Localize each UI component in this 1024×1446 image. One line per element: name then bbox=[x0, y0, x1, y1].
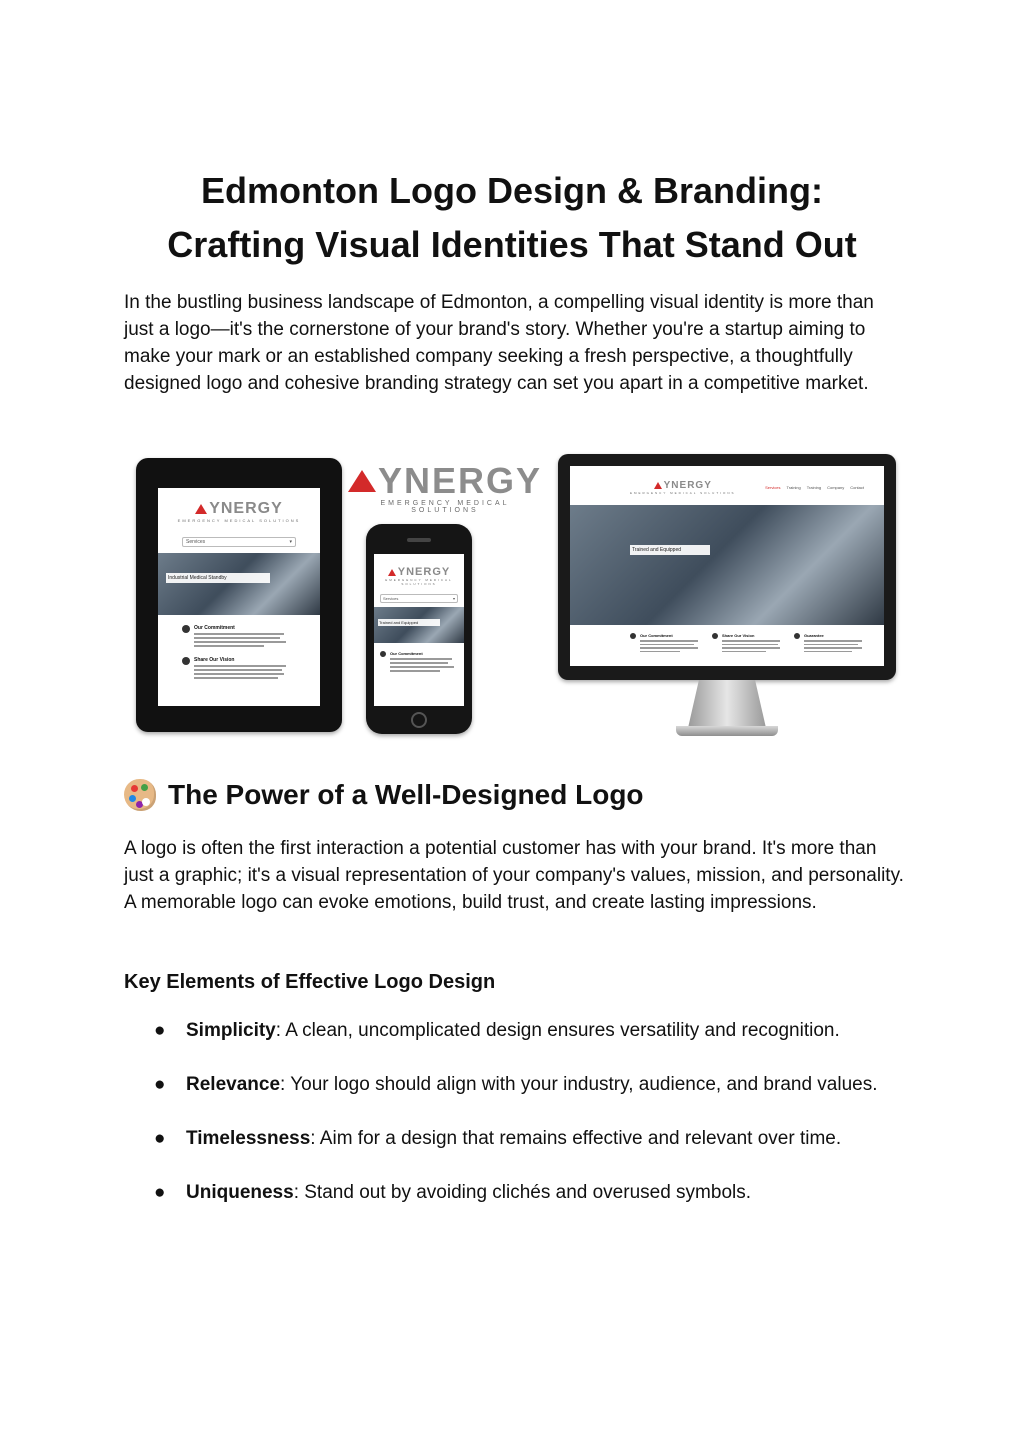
bullet-term: Uniqueness bbox=[186, 1182, 294, 1203]
brand-logo bbox=[354, 460, 543, 514]
check-icon bbox=[182, 625, 190, 633]
text-line bbox=[390, 670, 440, 672]
brand-logo-row bbox=[354, 460, 543, 502]
intro-paragraph: In the bustling business landscape of Edmonton, a compelling visual identity is more than just a logo—it's the cornerstone of your brand's story. Whether you're a startup aiming to make your mark or an established company seeking a fresh perspective, a thoughtfully designed logo and cohesive branding strategy can set you apart in a competitive market. bbox=[124, 292, 874, 394]
text-line bbox=[194, 637, 280, 639]
chevron-down-icon: ▾ bbox=[289, 539, 292, 545]
check-icon bbox=[630, 633, 636, 639]
desktop-monitor-mockup bbox=[558, 454, 896, 680]
brand-logo-tagline: EMERGENCY MEDICAL SOLUTIONS bbox=[380, 500, 510, 514]
title-line-2: Crafting Visual Identities That Stand Out bbox=[167, 224, 857, 265]
text-line bbox=[640, 647, 698, 649]
logo-mark-icon bbox=[388, 569, 396, 576]
monitor-stand-base bbox=[676, 726, 778, 736]
desktop-column bbox=[630, 633, 698, 652]
tablet-select-label: Services bbox=[186, 539, 206, 545]
logo-mark-icon bbox=[654, 482, 662, 489]
text-line bbox=[390, 662, 448, 664]
text-line bbox=[194, 645, 264, 647]
palette-thumb-hole bbox=[142, 798, 150, 806]
desktop-logo-row bbox=[630, 480, 736, 491]
phone-block-text bbox=[390, 651, 454, 672]
bullet-text: : Aim for a design that remains effective and relevant over time. bbox=[310, 1128, 842, 1149]
text-line bbox=[390, 666, 454, 668]
tablet-logo-word: YNERGY bbox=[209, 500, 283, 517]
logo-mark-icon bbox=[195, 504, 207, 514]
bullet-text: : Your logo should align with your industry, audience, and brand values. bbox=[280, 1074, 878, 1095]
bullet-icon: ● bbox=[154, 1128, 166, 1149]
eye-icon bbox=[712, 633, 718, 639]
title-line-1: Edmonton Logo Design & Branding: bbox=[201, 170, 823, 211]
tablet-services-select[interactable] bbox=[182, 537, 296, 547]
text-line bbox=[722, 647, 780, 649]
subheading: Key Elements of Effective Logo Design bbox=[124, 971, 496, 993]
list-item bbox=[124, 1179, 914, 1206]
text-line bbox=[194, 677, 278, 679]
list-item bbox=[124, 1125, 914, 1152]
tablet-block-text bbox=[194, 625, 286, 647]
text-line bbox=[804, 640, 862, 642]
list-item bbox=[124, 1017, 914, 1044]
desktop-hero-photo bbox=[570, 505, 884, 625]
bullet-term: Timelessness bbox=[186, 1128, 311, 1149]
tablet-logo bbox=[158, 500, 320, 518]
phone-hero-photo bbox=[374, 607, 464, 643]
desktop-column bbox=[712, 633, 780, 652]
desktop-header bbox=[570, 466, 884, 501]
eye-icon bbox=[182, 657, 190, 665]
text-line bbox=[194, 673, 284, 675]
section-heading bbox=[124, 777, 644, 813]
desktop-col-title: Share Our Vision bbox=[722, 633, 755, 638]
paint-dot bbox=[129, 795, 136, 802]
phone-hero-caption: Trained and Equipped bbox=[378, 619, 440, 626]
bullet-text: : Stand out by avoiding clichés and overused symbols. bbox=[293, 1182, 752, 1203]
text-line bbox=[804, 651, 852, 653]
tablet-block-vision bbox=[182, 657, 310, 679]
text-line bbox=[194, 665, 286, 667]
artist-palette-icon bbox=[124, 779, 156, 811]
text-line bbox=[804, 644, 858, 646]
section-heading-text: The Power of a Well-Designed Logo bbox=[168, 779, 644, 810]
device-showcase-image bbox=[130, 452, 900, 742]
tablet-hero-photo bbox=[158, 553, 320, 615]
tablet-mockup bbox=[136, 458, 342, 732]
page-title bbox=[0, 164, 1024, 272]
shield-icon bbox=[794, 633, 800, 639]
desktop-col-title: Our Commitment bbox=[640, 633, 673, 638]
bullet-icon: ● bbox=[154, 1020, 166, 1041]
tablet-hero-caption: Industrial Medical Standby bbox=[166, 573, 270, 583]
desktop-nav-item[interactable]: Contact bbox=[850, 485, 864, 490]
text-line bbox=[194, 641, 286, 643]
desktop-column-text bbox=[722, 633, 780, 652]
phone-logo-tagline: EMERGENCY MEDICAL SOLUTIONS bbox=[385, 578, 453, 586]
paint-dot bbox=[141, 784, 148, 791]
chevron-down-icon: ▾ bbox=[452, 596, 455, 601]
text-line bbox=[722, 644, 778, 646]
phone-logo-word: YNERGY bbox=[397, 566, 451, 578]
logo-mark-icon bbox=[348, 470, 376, 492]
phone-home-button bbox=[411, 712, 427, 728]
text-line bbox=[722, 640, 780, 642]
phone-speaker bbox=[407, 538, 431, 542]
desktop-nav-item[interactable]: Services bbox=[765, 485, 781, 490]
brand-logo-word: YNERGY bbox=[377, 460, 543, 501]
tablet-block-text bbox=[194, 657, 286, 679]
desktop-screen bbox=[570, 466, 884, 666]
desktop-nav-item[interactable]: Training bbox=[806, 485, 822, 490]
phone-services-select[interactable] bbox=[380, 594, 458, 603]
text-line bbox=[640, 644, 694, 646]
text-line bbox=[640, 651, 680, 653]
phone-mockup bbox=[366, 524, 472, 734]
phone-screen bbox=[374, 554, 464, 706]
desktop-column-text bbox=[640, 633, 698, 652]
bullet-term: Relevance bbox=[186, 1074, 281, 1095]
tablet-block-commitment bbox=[182, 625, 310, 647]
desktop-nav-item[interactable]: Company bbox=[827, 485, 845, 490]
text-line bbox=[640, 640, 698, 642]
bullet-term: Simplicity bbox=[186, 1020, 276, 1041]
key-elements-list bbox=[124, 1017, 914, 1233]
desktop-columns bbox=[570, 625, 884, 652]
phone-block-title: Our Commitment bbox=[390, 651, 423, 656]
desktop-logo bbox=[630, 480, 736, 495]
section-paragraph: A logo is often the first interaction a potential customer has with your brand. It's more than just a graphic; it's a visual representation of your company's values, mission, and personality. A memorable logo can evoke emotions, build trust, and create lasting impressions. bbox=[124, 838, 904, 913]
desktop-nav bbox=[765, 485, 864, 490]
monitor-stand bbox=[688, 680, 766, 728]
text-line bbox=[804, 647, 862, 649]
tablet-logo-tagline: EMERGENCY MEDICAL SOLUTIONS bbox=[177, 518, 301, 523]
desktop-logo-word: YNERGY bbox=[663, 480, 712, 491]
check-icon bbox=[380, 651, 386, 657]
tablet-block1-title: Our Commitment bbox=[194, 625, 235, 631]
desktop-hero-caption: Trained and Equipped bbox=[630, 545, 710, 555]
text-line bbox=[194, 633, 284, 635]
phone-logo bbox=[374, 566, 464, 578]
text-line bbox=[194, 669, 282, 671]
desktop-nav-item[interactable]: Training bbox=[786, 485, 801, 490]
tablet-block2-title: Share Our Vision bbox=[194, 657, 235, 663]
bullet-text: : A clean, uncomplicated design ensures versatility and recognition. bbox=[275, 1020, 840, 1041]
text-line bbox=[390, 658, 452, 660]
bullet-icon: ● bbox=[154, 1182, 166, 1203]
desktop-logo-tagline: EMERGENCY MEDICAL SOLUTIONS bbox=[630, 491, 736, 495]
phone-block-commitment bbox=[380, 651, 460, 672]
bullet-icon: ● bbox=[154, 1074, 166, 1095]
phone-select-label: Services bbox=[383, 596, 399, 601]
paint-dot bbox=[131, 785, 138, 792]
desktop-column-text bbox=[804, 633, 862, 652]
list-item bbox=[124, 1071, 914, 1098]
desktop-column bbox=[794, 633, 862, 652]
text-line bbox=[722, 651, 766, 653]
tablet-screen bbox=[158, 488, 320, 706]
desktop-col-title: Guarantee bbox=[804, 633, 824, 638]
